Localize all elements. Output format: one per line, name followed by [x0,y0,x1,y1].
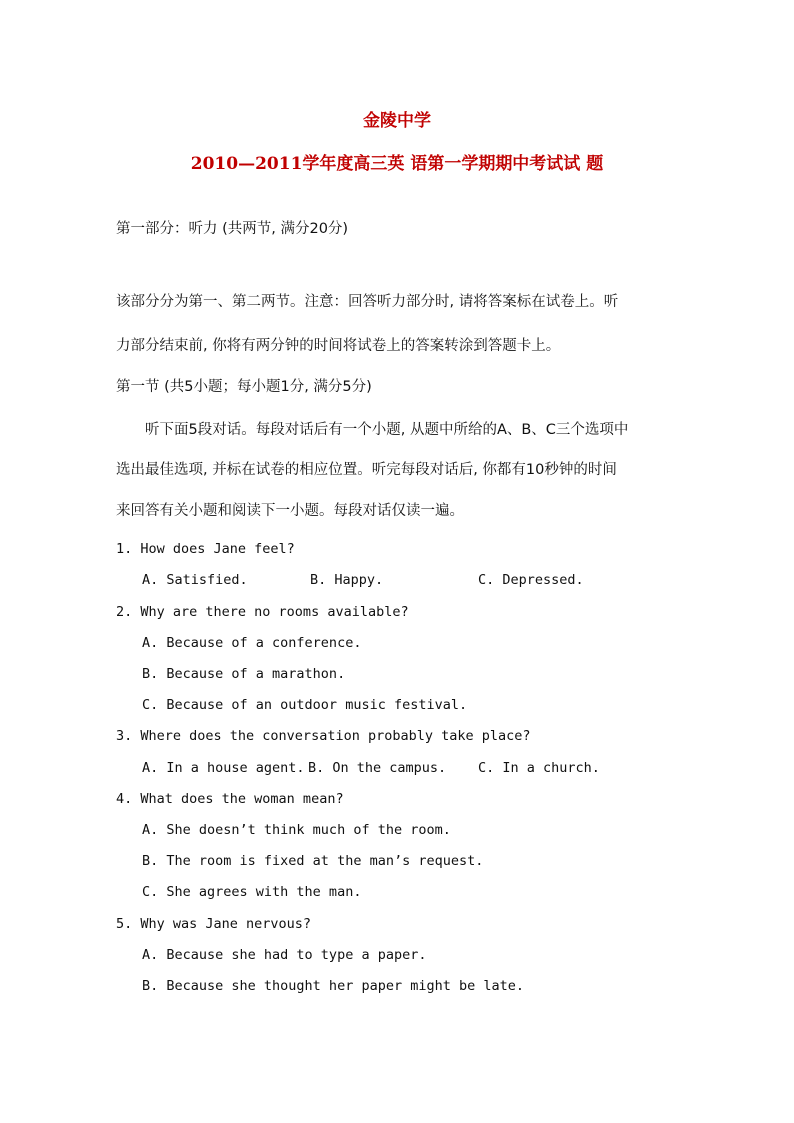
section-one-directions-line-2: 选出最佳选项, 并标在试卷的相应位置。听完每段对话后, 你都有10秒钟的时间 [116,462,617,478]
section-one-heading: 第一节 (共5小题；每小题1分, 满分5分) [116,379,372,395]
question-3-option-c: C. In a church. [478,760,600,776]
question-1-option-a: A. Satisfied. [142,572,248,588]
question-1-option-c: C. Depressed. [478,572,584,588]
part-one-intro-line-2: 力部分结束前, 你将有两分钟的时间将试卷上的答案转涂到答题卡上。 [116,338,561,354]
question-4-option-c: C. She agrees with the man. [142,884,362,900]
part-one-heading: 第一部分：听力 (共两节, 满分20分) [116,221,349,237]
section-one-directions-line-1: 听下面5段对话。每段对话后有一个小题, 从题中所给的A、B、C三个选项中 [145,422,629,438]
question-4-option-b: B. The room is fixed at the man’s request. [142,853,484,869]
question-5-option-b: B. Because she thought her paper might be late. [142,978,525,994]
question-2-option-c: C. Because of an outdoor music festival. [142,697,468,713]
part-one-intro-line-1: 该部分分为第一、第二两节。注意：回答听力部分时, 请将答案标在试卷上。听 [116,294,619,310]
question-3-option-a: A. In a house agent. [142,760,305,776]
question-4-option-a: A. She doesn’t think much of the room. [142,822,451,838]
question-2-option-b: B. Because of a marathon. [142,666,346,682]
question-5-option-a: A. Because she had to type a paper. [142,947,427,963]
question-1-option-b: B. Happy. [310,572,384,588]
question-4: 4. What does the woman mean? [116,791,344,807]
question-3: 3. Where does the conversation probably take place? [116,728,531,744]
section-one-directions-line-3: 来回答有关小题和阅读下一小题。每段对话仅读一遍。 [116,503,464,519]
question-5: 5. Why was Jane nervous? [116,916,312,932]
school-title: 金陵中学 [363,111,431,131]
question-2: 2. Why are there no rooms available? [116,604,409,620]
exam-title: 2010—2011学年度高三英 语第一学期期中考试试 题 [190,154,604,174]
question-1: 1. How does Jane feel? [116,541,295,557]
question-2-option-a: A. Because of a conference. [142,635,362,651]
question-3-option-b: B. On the campus. [308,760,447,776]
